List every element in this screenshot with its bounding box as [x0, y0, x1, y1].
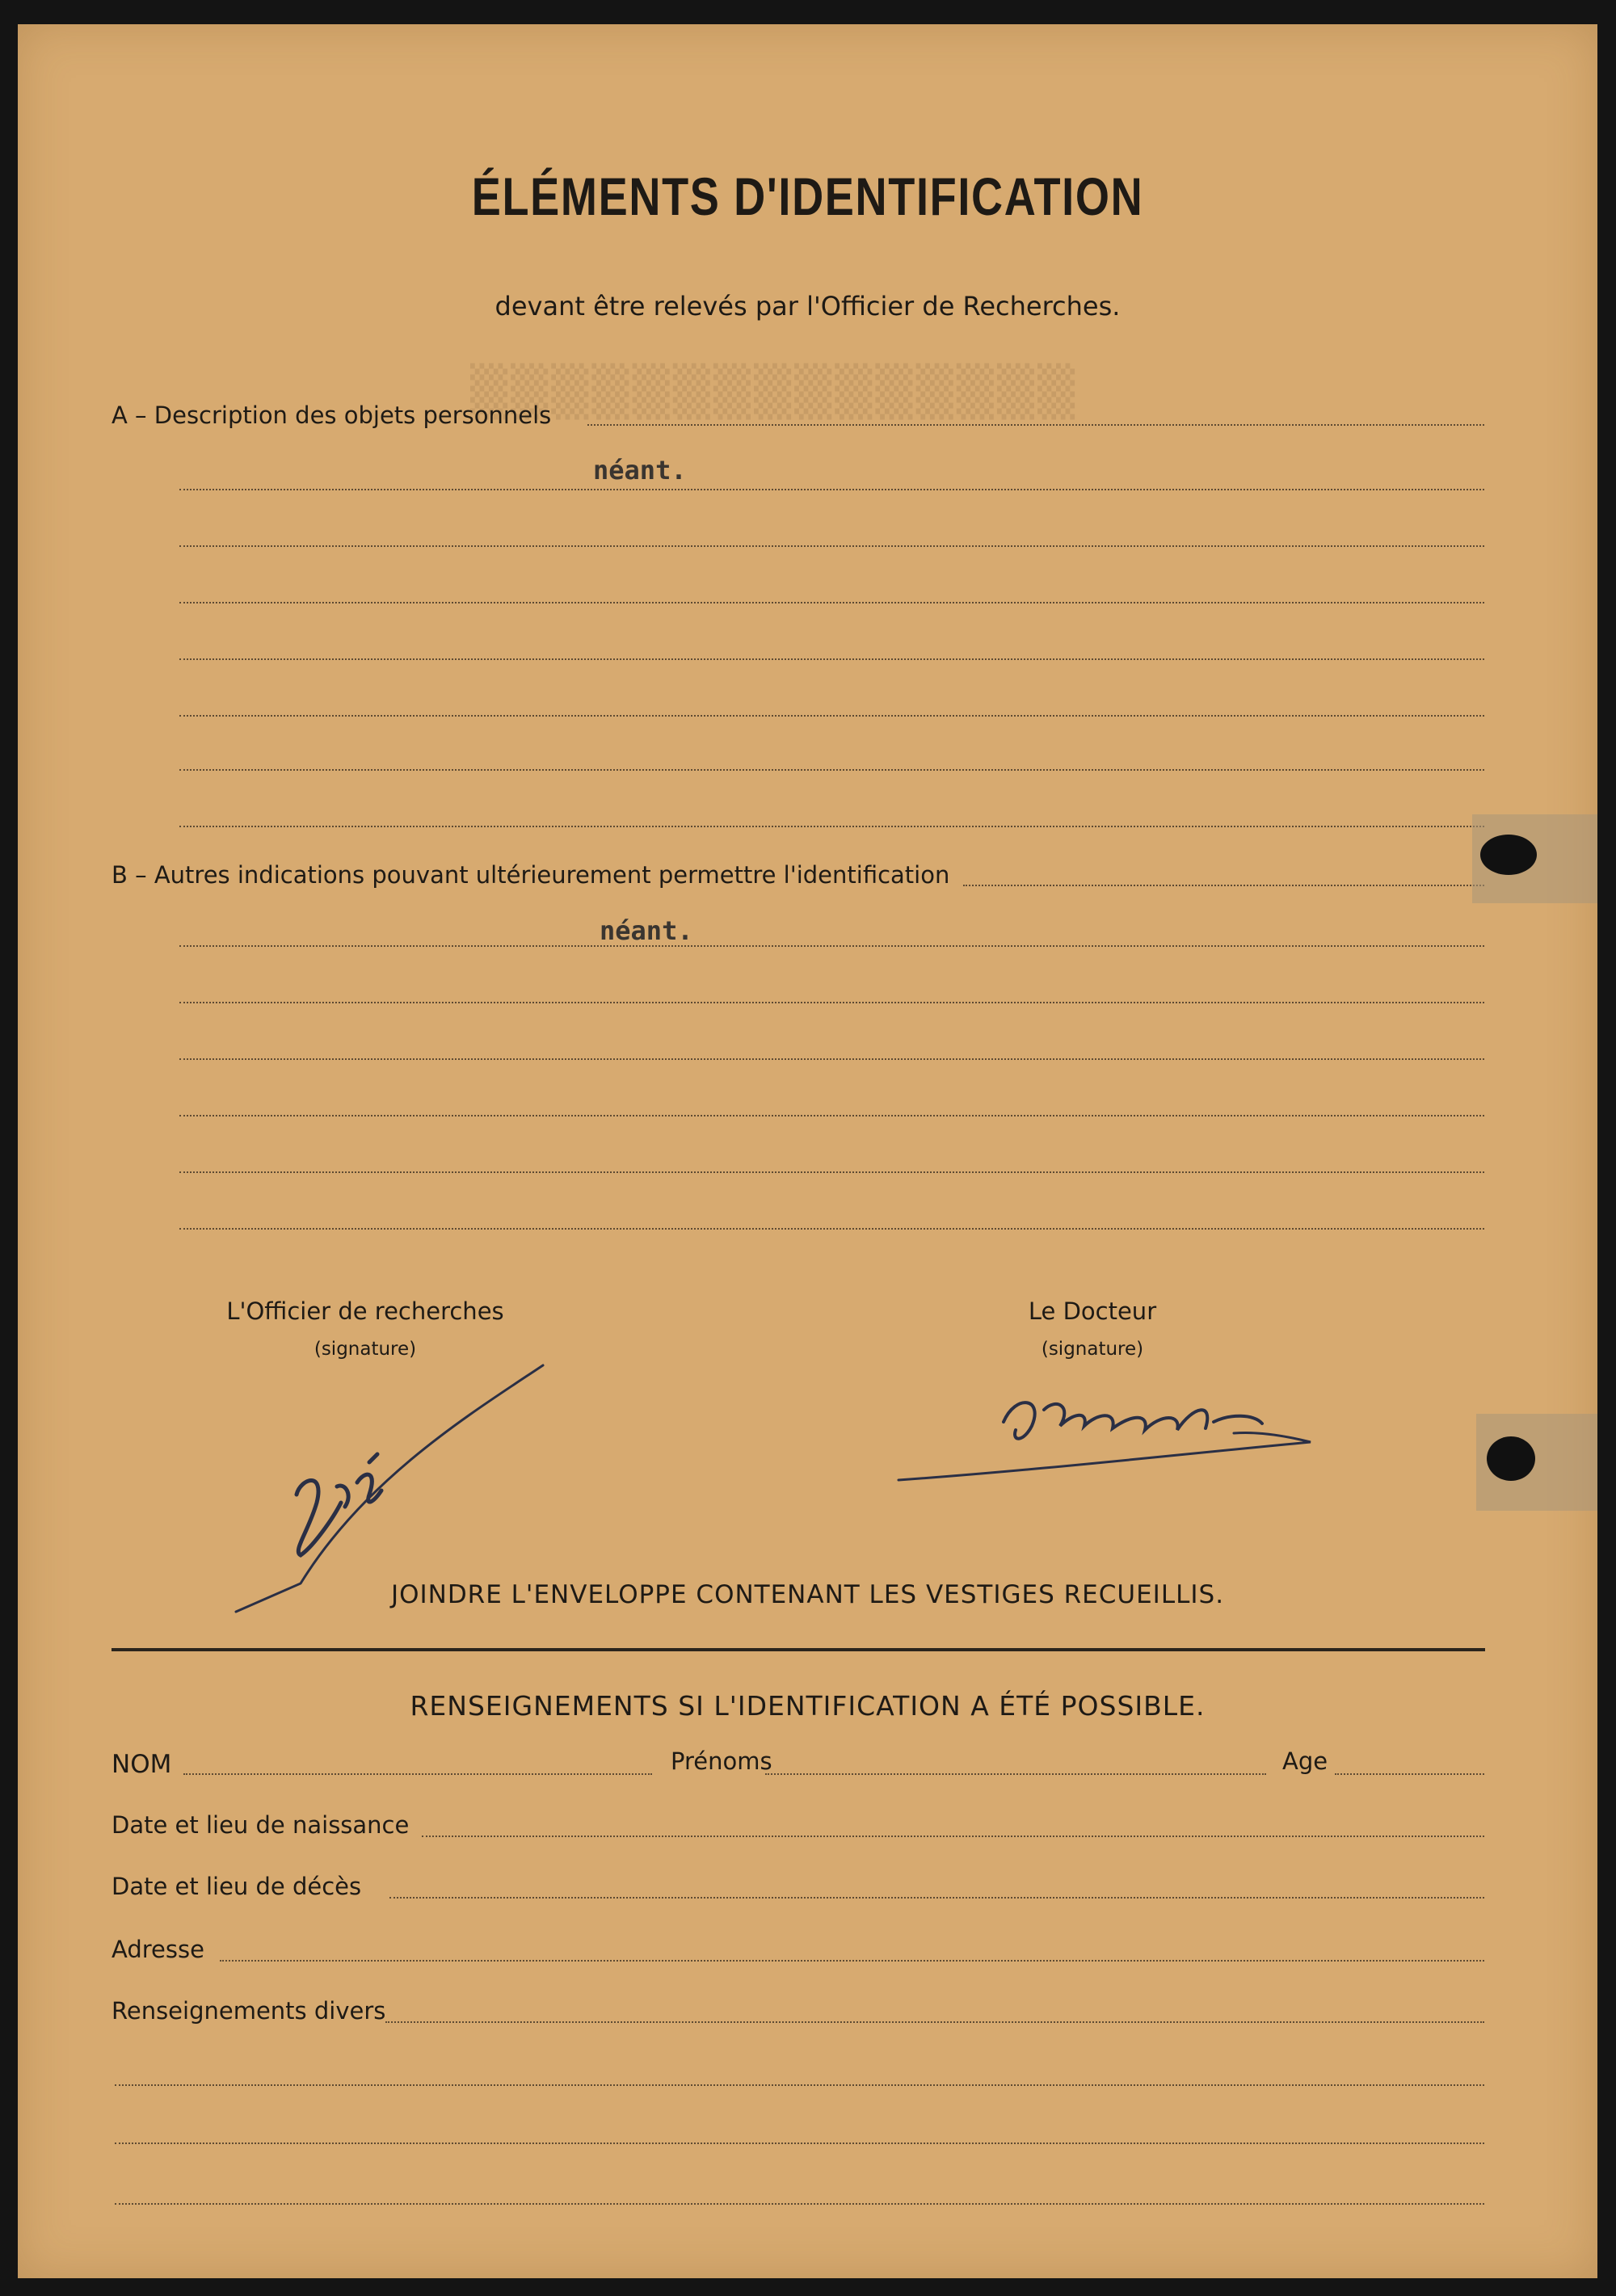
- section-a-line-6: [179, 715, 1484, 717]
- section-b-label: B – Autres indications pouvant ultérieurement permettre l'identification: [112, 861, 950, 889]
- bleed-through-text: ▒▒▒▒▒▒▒▒▒▒▒▒▒▒▒: [470, 364, 1079, 420]
- section-a-value: néant.: [593, 455, 687, 486]
- doctor-signature-note: (signature): [1041, 1339, 1144, 1360]
- page-title: ÉLÉMENTS D'IDENTIFICATION: [471, 166, 1144, 226]
- section-b-line-6: [179, 1171, 1484, 1173]
- section-a-label: A – Description des objets personnels: [112, 402, 552, 429]
- misc-field-line-3[interactable]: [115, 2143, 1484, 2144]
- birth-label: Date et lieu de naissance: [112, 1811, 410, 1839]
- section-a-line-2: [179, 489, 1484, 490]
- punch-hole-lower: [1487, 1436, 1535, 1481]
- prenoms-field[interactable]: [765, 1773, 1266, 1775]
- form-sheet: [18, 24, 1597, 2278]
- section-b-line-7: [179, 1228, 1484, 1230]
- section-a-line-4: [179, 602, 1484, 603]
- address-label: Adresse: [112, 1936, 204, 1963]
- age-field[interactable]: [1335, 1773, 1484, 1775]
- doctor-signature-mark: [874, 1365, 1359, 1495]
- section-b-line-3: [179, 1002, 1484, 1003]
- section-a-line-5: [179, 658, 1484, 660]
- section-a-line-3: [179, 545, 1484, 547]
- identification-heading: RENSEIGNEMENTS SI L'IDENTIFICATION A ÉTÉ POSSIBLE.: [410, 1690, 1206, 1722]
- age-label: Age: [1282, 1747, 1328, 1775]
- misc-field-line-4[interactable]: [115, 2203, 1484, 2205]
- death-label: Date et lieu de décès: [112, 1873, 362, 1900]
- section-a-line-7: [179, 769, 1484, 771]
- enclosure-note: JOINDRE L'ENVELOPPE CONTENANT LES VESTIGES RECUEILLIS.: [390, 1580, 1225, 1609]
- birth-field[interactable]: [422, 1836, 1484, 1837]
- section-a-line-1: [587, 424, 1484, 426]
- page-subtitle: devant être relevés par l'Officier de Recherches.: [494, 291, 1121, 322]
- address-field[interactable]: [220, 1960, 1484, 1962]
- misc-label: Renseignements divers: [112, 1997, 386, 2025]
- doctor-signature-title: Le Docteur: [1028, 1297, 1157, 1325]
- section-b-line-2: [179, 945, 1484, 947]
- nom-label: NOM: [112, 1750, 172, 1779]
- section-b-line-5: [179, 1115, 1484, 1116]
- misc-field-line-1[interactable]: [385, 2021, 1484, 2023]
- officer-signature-note: (signature): [314, 1339, 417, 1360]
- prenoms-label: Prénoms: [671, 1747, 772, 1775]
- section-a-line-8: [179, 826, 1484, 827]
- nom-field[interactable]: [183, 1773, 652, 1775]
- punch-hole-upper: [1480, 835, 1537, 875]
- officer-signature-title: L'Officier de recherches: [226, 1297, 504, 1325]
- section-b-line-4: [179, 1058, 1484, 1060]
- section-b-line-1: [963, 885, 1484, 886]
- section-b-value: néant.: [600, 915, 693, 946]
- section-divider: [112, 1648, 1485, 1651]
- death-field[interactable]: [389, 1897, 1484, 1899]
- misc-field-line-2[interactable]: [115, 2084, 1484, 2086]
